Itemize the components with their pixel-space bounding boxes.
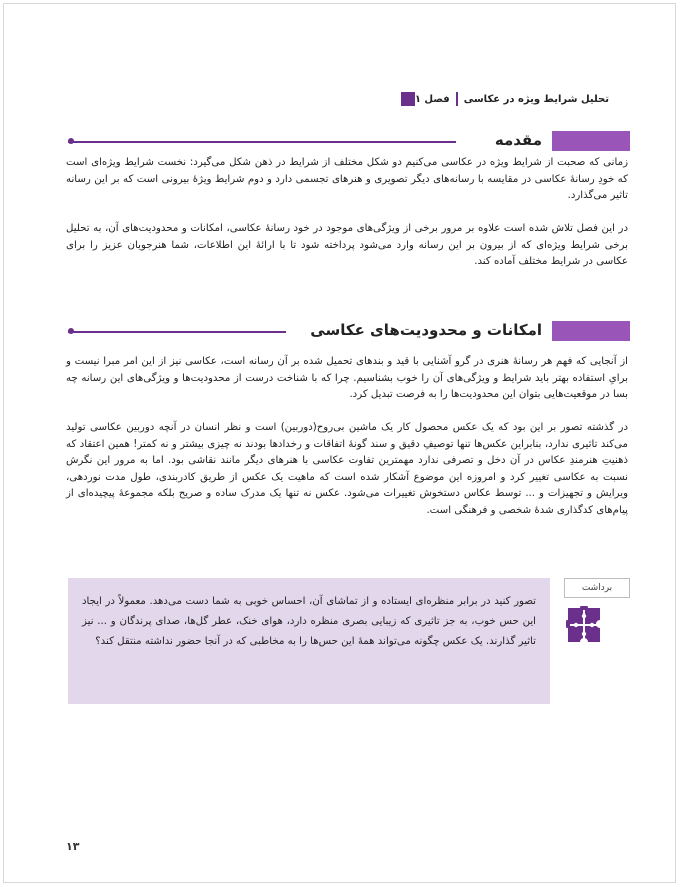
section-heading-capabilities [68,321,630,343]
section-title: مقدمه [494,131,542,149]
chapter-number: فصل ۱ [414,93,450,105]
running-header [395,90,609,108]
note-label: برداشت [564,578,630,598]
paragraph: در گذشته تصور بر این بود که یک عکس محصول کار یک ماشین بی‌روح(دوربین) است و نظر انسان در آنچه دوربین عکاسی تولید می‌کند تاثیری ندارد، بنابراین عکس‌ها تنها توصیفِ دقیق و سند گونهٔ اتفاقات و رخدادها بودند نه چیزی بیشتر و نه کمتر! همین اعتقاد که ذهنیتِ هنرمندِ عکاس در آن دخل و تصرفی ندارد مهمترین تفاوت عکاسی با هنرهای دیگر مانند نقاشی بود. اما به مرور این نگرش نسبت به عکاسی تغییر کرد و امروزه این موضوع آشکار شده است که ماهیت یک عکس از طریق کادربندی، طول مدت نوردهی، ویرایش و تجهیزات و ... توسط عکاس دستخوش تغییرات می‌شود. عکس نه تنها یک مدرک ساده و صریح بلکه مجموعهٔ پیچیده‌ای از پیام‌های کدگذاری شدهٔ شخصی و فرهنگی است. [66,422,628,516]
header-divider [456,92,458,106]
heading-rule [68,331,286,333]
section-title: امکانات و محدودیت‌های عکاسی [310,321,542,339]
chapter-marker-square [401,92,415,106]
paragraph: از آنجایی که فهم هر رسانهٔ هنری در گرو آشنایی با قید و بندهای تحمیل شده بر آن رسانه است، عکاسی نیز از این امر مبرا نیست و برایِ استفاده بهتر باید شرایط و ویژگی‌های آن را خوب بشناسیم. چرا که با شناخت درست از محدودیت‌ها و ویژگی‌های این رسانه چه بسا در موقعیت‌هایی بتوان این محدودیت‌ها را به فرصت تبدیل کرد. [66,356,628,401]
puzzle-icon [566,606,602,644]
page-number: ۱۳ [66,840,80,853]
chapter-title: تحلیل شرایط ویژه در عکاسی [463,93,609,105]
heading-block [552,131,630,151]
note-text: تصور کنید در برابر منظره‌ای ایستاده و از تماشای آن، احساس خوبی به شما دست می‌دهد. معمولاً در ایجاد این حس خوب، به جز تاثیری که زیبایی بصری منظره دارد، هوای خنک، عطر گل‌ها، صدای پرندگان و ... نیز تاثیر گذارند. یک عکس چگونه می‌تواند همهٔ این حس‌ها را به مخاطبی که در آنجا حضور نداشته منتقل کند؟ [82,596,536,647]
paragraph: در این فصل تلاش شده است علاوه بر مرور برخی از ویژگی‌های موجود در خود رسانهٔ عکاسی، امکانات و محدودیت‌های آن، به تحلیل برخی شرایط ویژه‌ای که از بیرون بر این رسانه وارد می‌شود پرداخته شود تا با ارائهٔ این اطلاعات، شما هنرجویان عزیز را برای عکاسی در شرایط مختلف آماده کند. [66,223,628,268]
heading-block [552,321,630,341]
heading-rule [68,141,456,143]
section-heading-intro [68,131,630,153]
paragraph: زمانی که صحبت از شرایط ویژه در عکاسی می‌کنیم دو شکل مختلف از شرایط در ذهن شکل می‌گیرد: نخست شرایط ویژه‌ای است که خودِ رسانهٔ عکاسی در مقایسه با رسانه‌های دیگر تصویری و هنرهای تجسمی دارد و دوم شرایط ویژهٔ بیرونی است که بر این رسانه تاثیر می‌گذارد. [66,157,628,202]
note-box [68,578,550,704]
